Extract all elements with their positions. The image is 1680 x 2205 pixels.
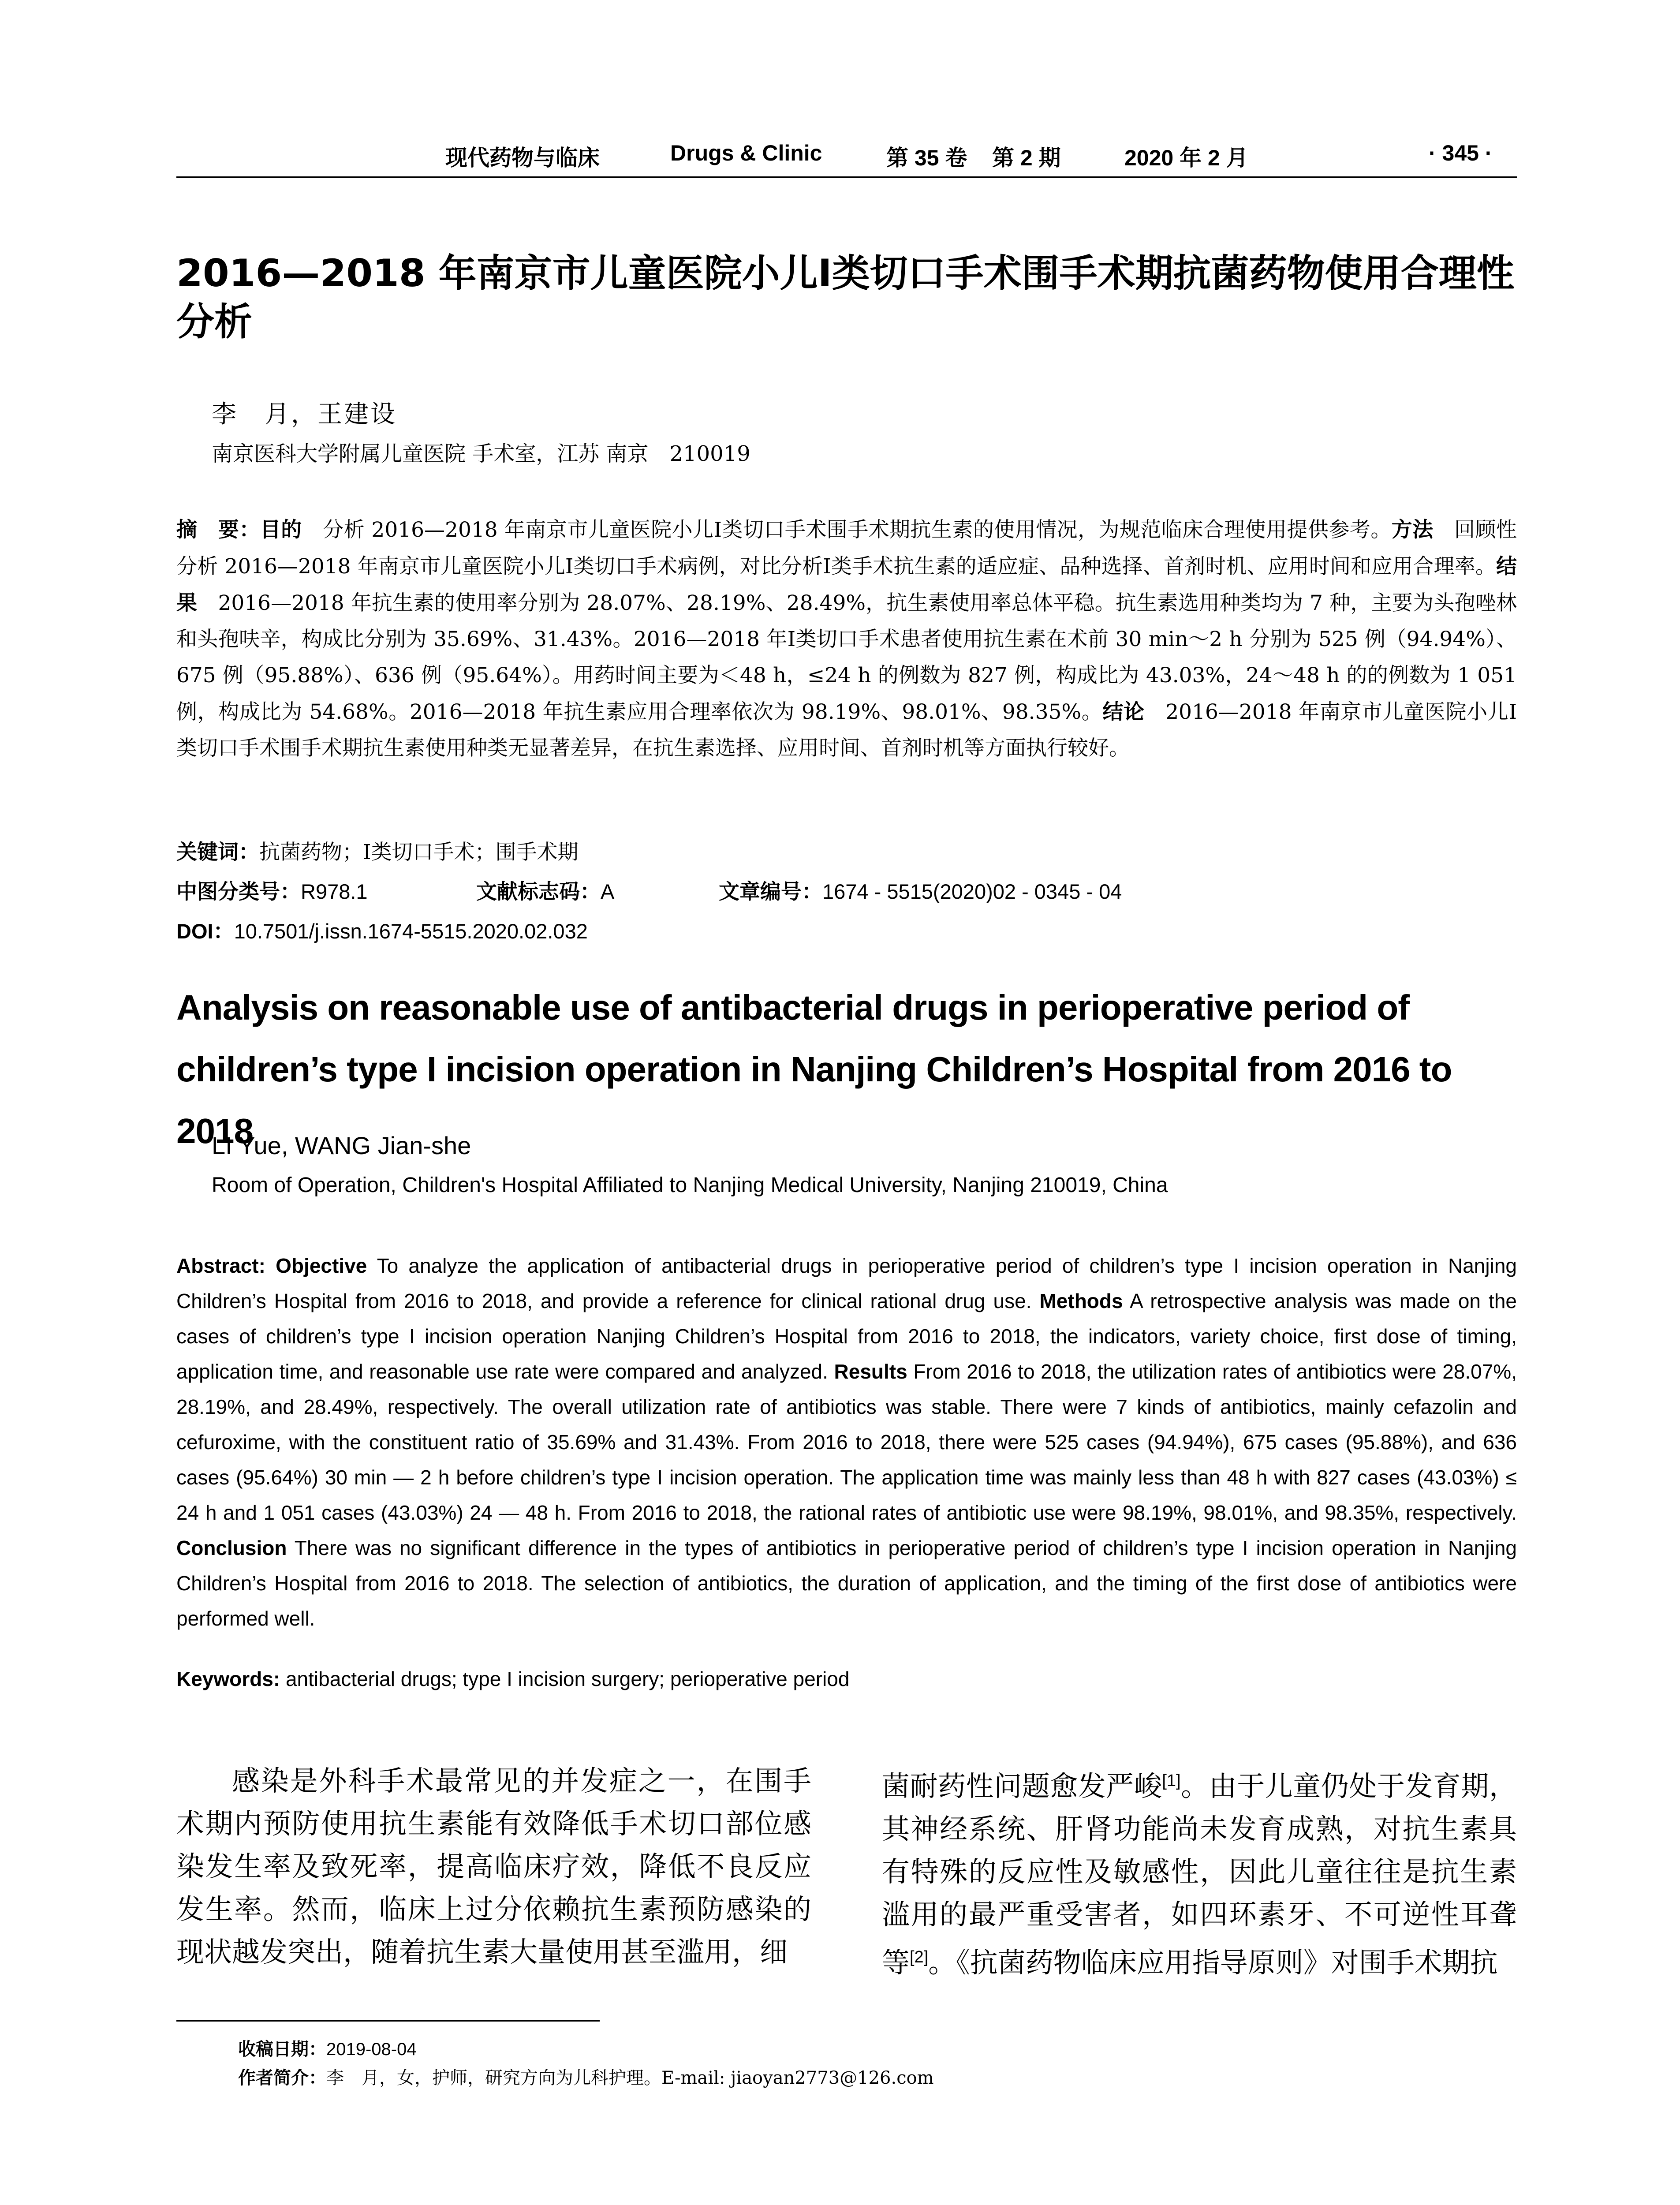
cn-doc-code — [476, 875, 614, 905]
cn-results-label: 结果 — [176, 554, 1517, 614]
en-abstract-label: Abstract: — [176, 1254, 265, 1277]
body-right-text-1: 菌耐药性问题愈发严峻 — [882, 1770, 1162, 1802]
cn-methods-text: 回顾性分析 2016—2018 年南京市儿童医院小儿Ⅰ类切口手术病例，对比分析Ⅰ类手术抗生素的适应症、品种选择、首剂时机、应用时间和应用合理率。 — [176, 518, 1517, 579]
en-methods-label: Methods — [1039, 1289, 1123, 1312]
en-methods-text: A retrospective analysis was made on the cases of children’s type I incision operation Nanjing Children’s Hospital from 2016 to 2018, the indicators, variety choice, first dose of timing, application time, and reasonable use rate were compared and analyzed. — [176, 1289, 1517, 1383]
header-volume: 第 35 卷 — [886, 146, 967, 170]
body-right-text-3: 。《抗菌药物临床应用指导原则》对围手术期抗 — [928, 1947, 1498, 1979]
cn-methods-label: 方法 — [1391, 518, 1434, 541]
en-results-text: From 2016 to 2018, the utilization rates of antibiotics were 28.07%, 28.19%, and 28.49%, respectively. The overall utilization rate of antibiotics was stable. There were 7 kinds of antibiotics, mainly cefazolin and cefuroxime, with the constituent ratio of 35.69% and 31.43%. From 2016 to 2018, there were 525 cases (94.94%), 675 cases (95.88%), and 636 cases (95.64%) 30 min — 2 h before children’s type I incision operation. The application time was mainly less than 48 h with 827 cases (43.03%) ≤ 24 h and 1 051 cases (43.03%) 24 — 48 h. From 2016 to 2018, the rational rates of antibiotic use were 98.19%, 98.01%, and 98.35%, respectively. — [176, 1360, 1517, 1524]
header-issue: 第 2 期 — [992, 146, 1061, 170]
cn-doc-code-value: A — [601, 880, 615, 903]
en-keywords-label: Keywords: — [176, 1667, 280, 1690]
cn-keywords-text: 抗菌药物；Ⅰ类切口手术；围手术期 — [259, 840, 579, 864]
footnote-received-date: 2019-08-04 — [326, 2040, 417, 2059]
cn-doi-value: 10.7501/j.issn.1674-5515.2020.02.032 — [234, 919, 588, 943]
cn-results-text: 2016—2018 年抗生素的使用率分别为 28.07%、28.19%、28.49%，抗生素使用率总体平稳。抗生素选用种类均为 7 种，主要为头孢唑林和头孢呋辛，构成比分别为 35.69%、31.43%。2016—2018 年Ⅰ类切口手术患者使用抗生素在术前 30 min～2 h 分别为 525 例（94.94%）、675 例（95.88%）、636 例（95.64%）。用药时间主要为＜48 h，≤24 h 的例数为 827 例，构成比为 43.03%，24～48 h 的的例数为 1 051 例，构成比为 54.68%。2016—2018 年抗生素应用合理率依次为 98.19%、98.01%、98.35%。 — [176, 591, 1517, 724]
cn-title: 2016—2018 年南京市儿童医院小儿Ⅰ类切口手术围手术期抗菌药物使用合理性分析 — [176, 251, 1515, 344]
en-affiliation: Room of Operation, Children's Hospital Affiliated to Nanjing Medical University, Nanjing 210019, China — [212, 1174, 1168, 1197]
citation-ref-2[interactable]: [2] — [910, 1948, 929, 1966]
cn-clc-label: 中图分类号： — [176, 880, 301, 903]
en-objective-label: Objective — [276, 1254, 367, 1277]
en-keywords-text: antibacterial drugs; type I incision surgery; perioperative period — [285, 1667, 850, 1690]
en-title: Analysis on reasonable use of antibacterial drugs in perioperative period of children’s type I incision operation in Nanjing Children’s Hospital from 2016 to 2018 — [176, 988, 1452, 1151]
footnote-received — [238, 2035, 417, 2060]
cn-authors: 李 月，王建设 — [212, 400, 397, 429]
body-right-text-2: 。由于儿童仍处于发育期，其神经系统、肝肾功能尚未发育成熟，对抗生素具有特殊的反应性及敏感性，因此儿童往往是抗生素滥用的最严重受害者，如四环素牙、不可逆性耳聋等 — [882, 1770, 1517, 1979]
cn-conclusion-label: 结论 — [1102, 700, 1145, 723]
en-conclusion-text: There was no significant difference in the types of antibiotics in perioperative period of children’s type I incision operation in Nanjing Children’s Hospital from 2016 to 2018. The selection of antibiotics, the duration of application, and the timing of the first dose of antibiotics were performed well. — [176, 1536, 1517, 1630]
cn-clc — [176, 875, 368, 905]
footnote-bio-text: 李 月，女，护师，研究方向为儿科护理。E-mail: jiaoyan2773@126.com — [326, 2068, 934, 2088]
cn-keywords — [176, 836, 579, 865]
en-objective-text: To analyze the application of antibacterial drugs in perioperative period of children’s type I incision operation in Nanjing Children’s Hospital from 2016 to 2018, and provide a reference for clinical rational drug use. — [176, 1254, 1517, 1312]
cn-abstract-label: 摘 要： — [176, 518, 260, 541]
body-column-right — [882, 1760, 1517, 1984]
cn-conclusion-text: 2016—2018 年南京市儿童医院小儿Ⅰ类切口手术围手术期抗生素使用种类无显著差异，在抗生素选择、应用时间、首剂时机等方面执行较好。 — [176, 700, 1517, 760]
cn-article-no — [719, 875, 1122, 905]
en-abstract — [176, 1248, 1517, 1636]
footnote-bio-label: 作者简介： — [238, 2068, 326, 2088]
footnote-rule — [176, 2020, 600, 2022]
header-journal-cn: 现代药物与临床 — [445, 145, 600, 171]
en-results-label: Results — [834, 1360, 907, 1383]
en-authors: LI Yue, WANG Jian-she — [212, 1132, 471, 1159]
header-rule — [176, 176, 1517, 178]
footnote-received-label: 收稿日期： — [238, 2040, 326, 2059]
en-conclusion-label: Conclusion — [176, 1536, 287, 1559]
header-date: 2020 年 2 月 — [1124, 146, 1248, 170]
cn-clc-value: R978.1 — [301, 880, 368, 903]
cn-objective-label: 目的 — [260, 518, 302, 541]
footnote-author-bio — [238, 2064, 934, 2089]
cn-abstract — [176, 512, 1517, 766]
cn-doc-code-label: 文献标志码： — [476, 880, 601, 903]
body-column-left: 感染是外科手术最常见的并发症之一，在围手术期内预防使用抗生素能有效降低手术切口部位感染发生率及致死率，提高临床疗效，降低不良反应发生率。然而，临床上过分依赖抗生素预防感染的现状越发突出，随着抗生素大量使用甚至滥用，细 — [176, 1765, 811, 1968]
citation-ref-1[interactable]: [1] — [1162, 1771, 1181, 1790]
cn-article-no-label: 文章编号： — [719, 880, 822, 903]
cn-article-no-value: 1674 - 5515(2020)02 - 0345 - 04 — [822, 880, 1122, 903]
cn-doi — [176, 915, 588, 945]
cn-doi-label: DOI： — [176, 919, 234, 943]
header-journal-en: Drugs & Clinic — [670, 141, 822, 165]
cn-affiliation: 南京医科大学附属儿童医院 手术室，江苏 南京 210019 — [212, 441, 750, 466]
header-page-number: · 345 · — [1429, 141, 1493, 165]
cn-objective-text: 分析 2016—2018 年南京市儿童医院小儿Ⅰ类切口手术围手术期抗生素的使用情况，为规范临床合理使用提供参考。 — [302, 518, 1392, 542]
en-keywords — [176, 1667, 1517, 1691]
cn-keywords-label: 关键词： — [176, 840, 259, 863]
